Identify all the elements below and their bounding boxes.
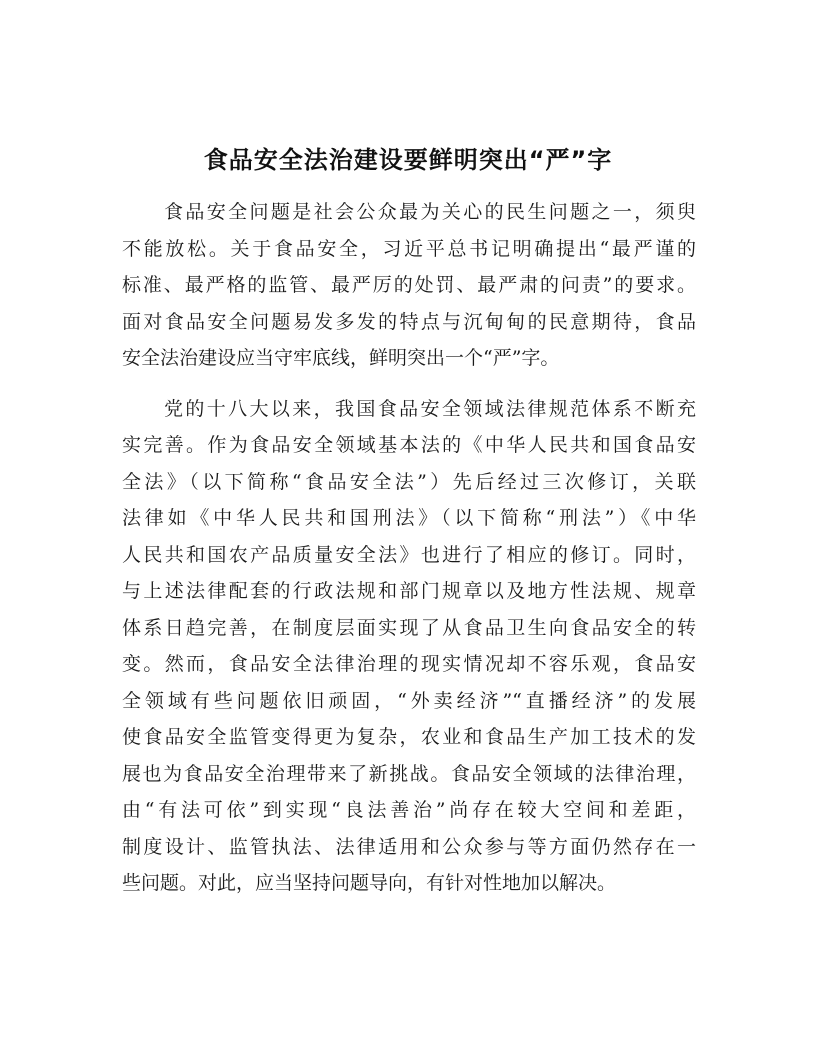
paragraph-line: 实完善。作为食品安全领域基本法的《中华人民共和国食品安 <box>122 434 696 456</box>
paragraph-line: 全领域有些问题依旧顽固，“外卖经济”“直播经济”的发展 <box>122 689 696 712</box>
paragraph-line: 食品安全问题是社会公众最为关心的民生问题之一，须臾 <box>164 201 696 223</box>
paragraph-line: 面对食品安全问题易发多发的特点与沉甸甸的民意期待，食品 <box>122 310 696 333</box>
paragraph-2 <box>122 391 696 902</box>
paragraph-line: 全法》（以下简称“食品安全法”）先后经过三次修订，关联 <box>122 470 696 493</box>
paragraph-line: 与上述法律配套的行政法规和部门规章以及地方性法规、规章 <box>122 580 696 602</box>
page-title: 食品安全法治建设要鲜明突出“严”字 <box>203 146 613 174</box>
paragraph-1 <box>122 194 696 377</box>
paragraph-line: 些问题。对此，应当坚持问题导向，有针对性地加以解决。 <box>122 872 617 894</box>
paragraph-line: 不能放松。关于食品安全，习近平总书记明确提出“最严谨的 <box>122 237 696 260</box>
paragraph-line: 党的十八大以来，我国食品安全领域法律规范体系不断充 <box>164 397 696 420</box>
paragraph-line: 安全法治建设应当守牢底线，鲜明突出一个“严”字。 <box>122 347 560 369</box>
paragraph-line: 法律如《中华人民共和国刑法》（以下简称“刑法”）《中华 <box>122 507 696 529</box>
paragraph-line: 体系日趋完善，在制度层面实现了从食品卫生向食品安全的转 <box>122 616 696 639</box>
paragraph-line: 人民共和国农产品质量安全法》也进行了相应的修订。同时， <box>122 543 696 566</box>
paragraph-line: 标准、最严格的监管、最严厉的处罚、最严肃的问责”的要求。 <box>122 274 696 296</box>
paragraph-line: 制度设计、监管执法、法律适用和公众参与等方面仍然存在一 <box>122 835 696 858</box>
paragraph-line: 展也为食品安全治理带来了新挑战。食品安全领域的法律治理， <box>122 762 696 785</box>
paragraph-line: 变。然而，食品安全法律治理的现实情况却不容乐观，食品安 <box>122 653 696 675</box>
paragraph-line: 由“有法可依”到实现“良法善治”尚存在较大空间和差距， <box>122 799 696 821</box>
paragraph-line: 使食品安全监管变得更为复杂，农业和食品生产加工技术的发 <box>122 726 696 748</box>
document-body <box>122 194 696 902</box>
